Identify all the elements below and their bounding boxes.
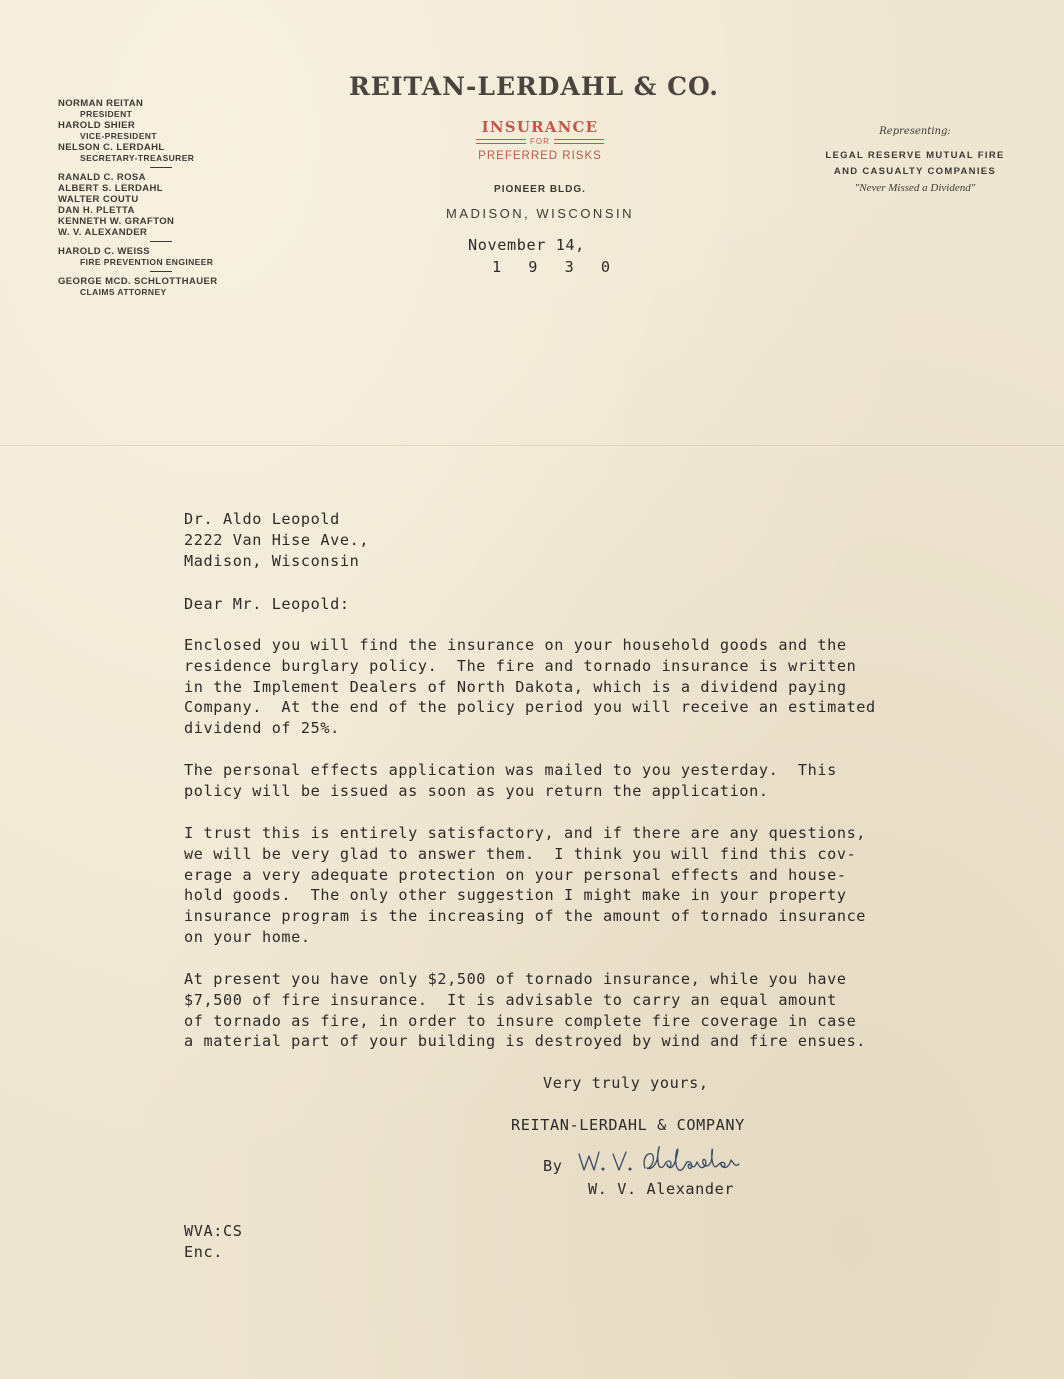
- for-line: [390, 137, 690, 146]
- preferred-risks: PREFERRED RISKS: [478, 150, 602, 162]
- officers-list: [58, 98, 258, 298]
- representing-line: LEGAL RESERVE MUTUAL FIRE: [825, 150, 1005, 161]
- body-paragraph: The personal effects application was mailed to you yesterday. This policy will be issued as soon as you return the application.: [184, 761, 837, 800]
- city-address: MADISON, WISCONSIN: [445, 206, 634, 221]
- divider: [150, 271, 172, 272]
- officer-3: [58, 142, 258, 164]
- address-line: Dr. Aldo Leopold: [184, 510, 340, 528]
- officer-2: [58, 120, 258, 142]
- letter-date: November 14,: [468, 236, 585, 254]
- company-signature: REITAN-LERDAHL & COMPANY: [511, 1116, 745, 1134]
- body-paragraph: At present you have only $2,500 of tornado insurance, while you have $7,500 of fire insurance. It is advisable to carry an equal amount of tornado as fire, in order to insure complete fire coverage in case a material part of your building is destroyed by wind and fire ensues.: [184, 970, 867, 1051]
- engineer-title: FIRE PREVENTION ENGINEER: [80, 257, 214, 267]
- representing-line: AND CASUALTY COMPANIES: [833, 166, 997, 177]
- divider: [150, 167, 172, 168]
- rule-left: [476, 139, 526, 144]
- reference-initials: [184, 1221, 242, 1263]
- attorney-title: CLAIMS ATTORNEY: [80, 287, 167, 297]
- salutation: Dear Mr. Leopold:: [184, 595, 350, 613]
- for-text: FOR: [530, 137, 550, 146]
- address-line: 2222 Van Hise Ave.,: [184, 531, 370, 549]
- company-name-text: REITAN-LERDAHL & CO.: [349, 72, 719, 101]
- staff-name: WALTER COUTU: [58, 194, 139, 205]
- enclosure-line: Enc.: [184, 1243, 223, 1261]
- handwritten-signature: [575, 1142, 785, 1178]
- initials-line: WVA:CS: [184, 1222, 243, 1240]
- officer-name: HAROLD SHIER: [58, 120, 136, 131]
- rule-right: [554, 139, 604, 144]
- representing-label: Representing:: [879, 126, 951, 137]
- staff-name: RANALD C. ROSA: [58, 172, 146, 183]
- officer-title: SECRETARY-TREASURER: [80, 153, 195, 163]
- staff-name: KENNETH W. GRAFTON: [58, 216, 175, 227]
- company-name: [0, 72, 1064, 101]
- building-address: PIONEER BLDG.: [494, 184, 586, 195]
- recipient-address: [184, 509, 369, 572]
- by-label: By: [543, 1157, 563, 1175]
- staff-name: ALBERT S. LERDAHL: [58, 183, 163, 194]
- engineer-name: HAROLD C. WEISS: [58, 246, 151, 257]
- letter-year: 1 9 3 0: [492, 258, 620, 276]
- body-paragraph: I trust this is entirely satisfactory, and if there are any questions, we will be very glad to answer them. I think you will find this cov- erage a very adequate protection on your personal effects and house- hold goods. The only other suggestion I might make in your property insurance program is the increasing of the amount of tornado insurance on your home.: [184, 824, 867, 946]
- attorney-name: GEORGE MCD. SCHLOTTHAUER: [58, 276, 218, 287]
- staff-name: W. V. ALEXANDER: [58, 227, 148, 238]
- officer-title: VICE-PRESIDENT: [80, 131, 157, 141]
- divider: [150, 241, 172, 242]
- officer-name: NORMAN REITAN: [58, 98, 144, 109]
- dividend-motto: "Never Missed a Dividend": [854, 182, 976, 194]
- officer-title: PRESIDENT: [80, 109, 133, 119]
- officer-1: [58, 98, 258, 120]
- staff-name: DAN H. PLETTA: [58, 205, 135, 216]
- signer-name: W. V. Alexander: [588, 1180, 735, 1198]
- closing: Very truly yours,: [543, 1074, 709, 1092]
- officer-name: NELSON C. LERDAHL: [58, 142, 165, 153]
- insurance-heading: INSURANCE: [481, 118, 599, 136]
- body-paragraph: Enclosed you will find the insurance on your household goods and the residence burglary policy. The fire and tornado insurance is written in the Implement Dealers of North Dakota, which is a dividend paying Company. At the end of the policy period you will receive an estimated dividend of 25%.: [184, 636, 876, 738]
- paper-crease: [0, 445, 1064, 446]
- address-line: Madison, Wisconsin: [184, 552, 360, 570]
- representing-text: [800, 148, 1030, 180]
